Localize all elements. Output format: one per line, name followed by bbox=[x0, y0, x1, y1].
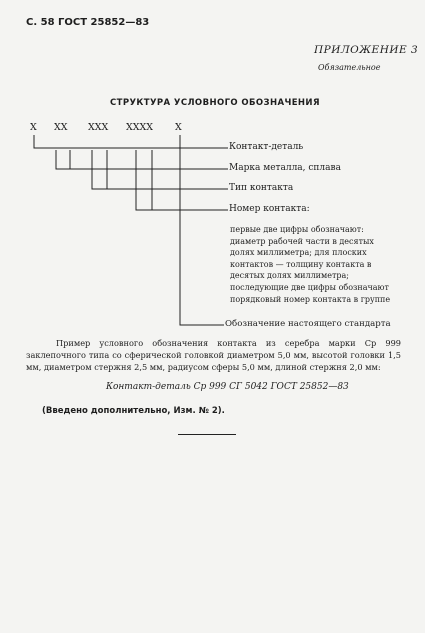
appendix-subtitle: Обязательное bbox=[318, 63, 381, 72]
bracket-standard bbox=[180, 135, 224, 325]
code-part-3: XXX bbox=[88, 122, 109, 133]
label-contact-number: Номер контакта: bbox=[229, 204, 310, 214]
bracket-contact-number bbox=[136, 150, 228, 210]
bracket-metal-grade bbox=[56, 150, 228, 169]
label-contact-part: Контакт-деталь bbox=[229, 142, 304, 152]
end-divider bbox=[178, 434, 236, 435]
example-paragraph: Пример условного обозначения контакта из серебра марки Ср 999 заклепочного типа со сферической головкой диаметром 5,0 мм, высотой головки 1,5 мм, диаметром стержня 2,5 мм, радиусом сферы 5,0 мм, длиной стержня 2,0 мм: bbox=[26, 338, 401, 372]
label-metal-grade: Марка металла, сплава bbox=[229, 163, 341, 173]
code-part-5: X bbox=[175, 122, 182, 133]
page-header: С. 58 ГОСТ 25852—83 bbox=[26, 17, 150, 28]
contact-number-description: первые две цифры обозначают: диаметр рабочей части в десятых долях миллиметра; для плоских контактов — толщину контакта в десятых долях миллиметра; последующие две цифры обозначают порядковый номер контакта в группе bbox=[230, 225, 391, 304]
code-part-1: X bbox=[30, 122, 37, 133]
code-part-2: XX bbox=[54, 122, 68, 133]
section-title: СТРУКТУРА УСЛОВНОГО ОБОЗНАЧЕНИЯ bbox=[110, 98, 320, 108]
label-standard-designation: Обозначение настоящего стандарта bbox=[225, 319, 391, 329]
label-contact-type: Тип контакта bbox=[229, 183, 294, 193]
appendix-title: ПРИЛОЖЕНИЕ 3 bbox=[314, 44, 419, 56]
code-part-4: XXXX bbox=[126, 122, 154, 133]
example-designation: Контакт-деталь Ср 999 СГ 5042 ГОСТ 25852—83 bbox=[106, 382, 349, 392]
bracket-contact-part bbox=[34, 135, 228, 148]
amendment-note: (Введено дополнительно, Изм. № 2). bbox=[42, 406, 225, 416]
